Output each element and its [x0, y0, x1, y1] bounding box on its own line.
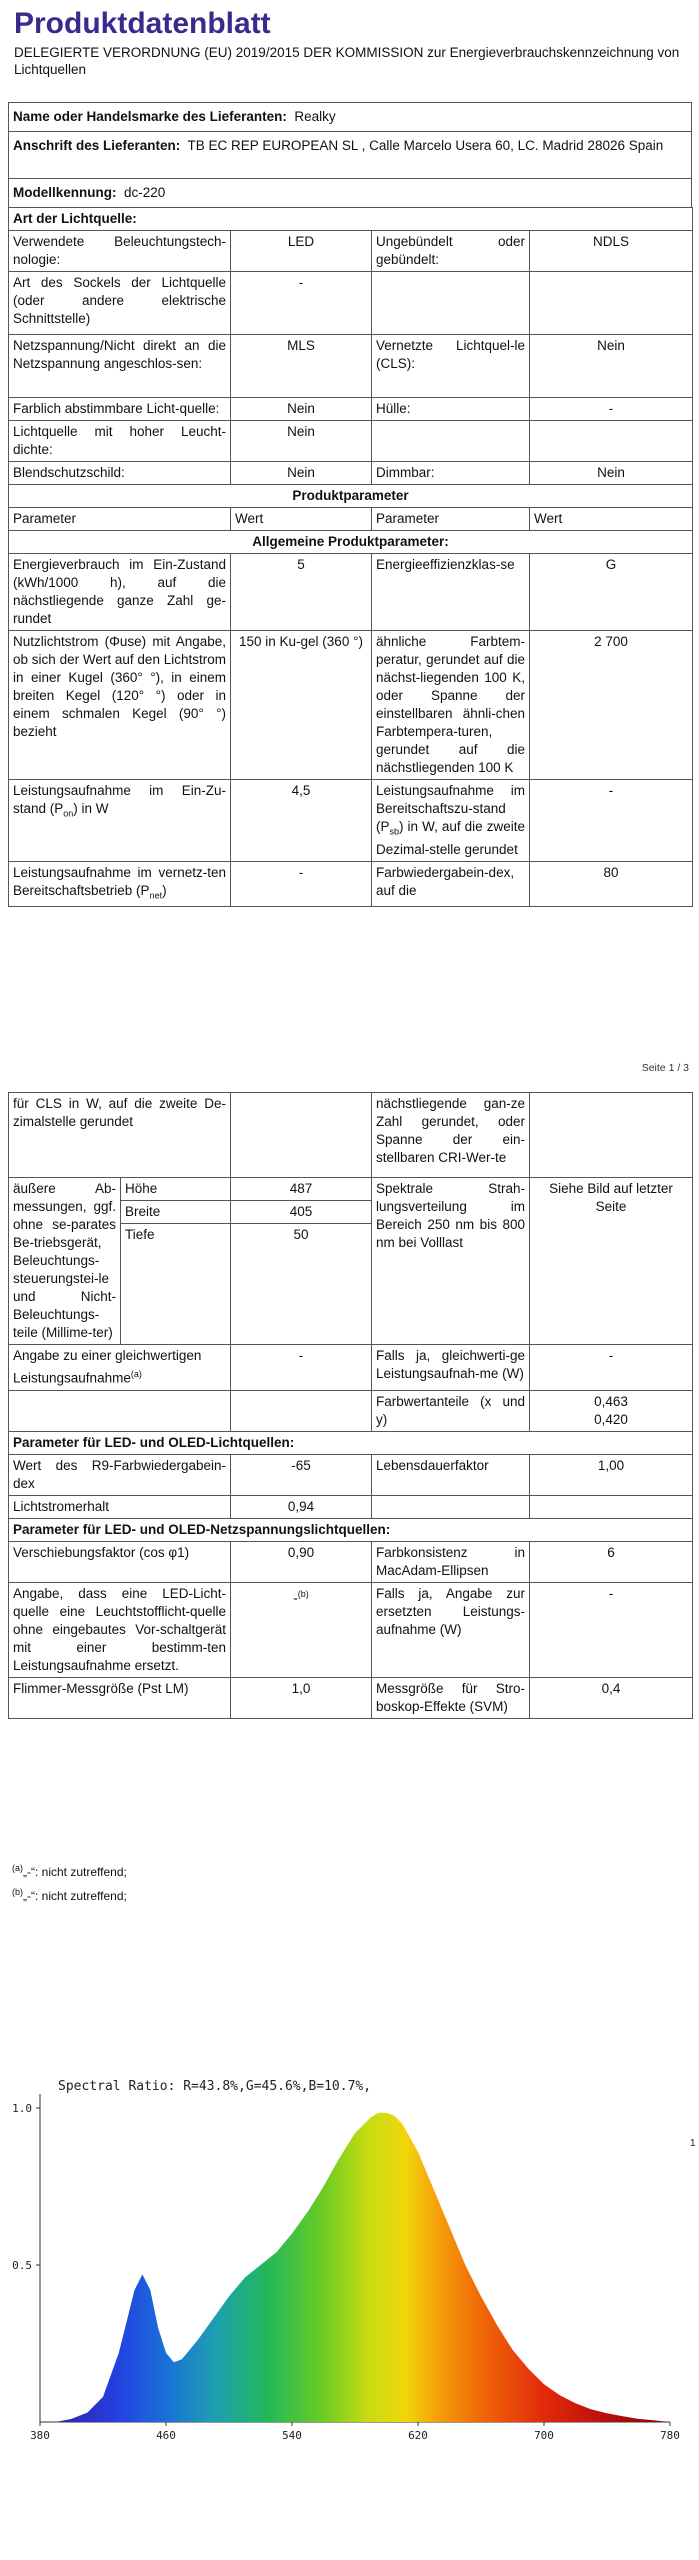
param-label: ähnliche Farbtem-peratur, gerundet auf die nächst-liegenden 100 K, oder Spanne der einstellbaren ähnli-chen Farbtempera-turen, gerundet auf die nächstliegenden 100 K: [372, 631, 530, 780]
document-header: [8, 4, 692, 78]
param-label: Vernetzte Lichtquel-le (CLS):: [372, 335, 530, 398]
model-row: [8, 178, 692, 207]
table-row: [9, 1495, 693, 1518]
param-value: 6: [530, 1541, 693, 1582]
param-label: Farbwiedergabein-dex, auf die: [372, 861, 530, 907]
param-value: 0,94: [231, 1495, 372, 1518]
param-label: Farbkonsistenz in MacAdam-Ellipsen: [372, 1541, 530, 1582]
param-label: Dimmbar:: [372, 462, 530, 485]
footnote-b: $^{(b)}$„-“: nicht zutreffend;: [12, 1887, 127, 1903]
empty-cell: [9, 1390, 231, 1431]
document-title: Produktdatenblatt: [14, 7, 271, 40]
dimensions-label: äußere Ab-messungen, ggf. ohne se-parates Be-triebsgerät, Beleuchtungs-steuerungstei-le und Nicht-Beleuchtungs-teile (Millime-ter): [9, 1178, 121, 1345]
chart-right-mark: 1: [690, 2138, 696, 2149]
param-label: Leistungsaufnahme im vernetz-ten Bereitschaftsbetrieb $(P_{net})$: [9, 861, 231, 907]
param-value: -: [530, 1345, 693, 1391]
param-value: Nein: [231, 421, 372, 462]
table-row: [9, 398, 693, 421]
param-value: Siehe Bild auf letzter Seite: [530, 1178, 693, 1345]
param-label: Netzspannung/Nicht direkt an die Netzspannung angeschlos-sen:: [9, 335, 231, 398]
table-row: [9, 631, 693, 780]
document-subtitle: DELEGIERTE VERORDNUNG (EU) 2019/2015 DER KOMMISSION zur Energieverbrauchskennzeichnung von Lichtquellen: [14, 45, 680, 77]
table-row: [9, 1454, 693, 1495]
param-value: 1,00: [530, 1454, 693, 1495]
table-row: [9, 1178, 693, 1201]
param-label: Lichtquelle mit hoher Leucht-dichte:: [9, 421, 231, 462]
param-value: 1,0: [231, 1677, 372, 1718]
page-2-table: [8, 1092, 693, 1719]
y-tick-label: 1.0: [12, 2102, 32, 2115]
column-header: Parameter: [372, 508, 530, 531]
product-params-heading: Produktparameter: [9, 485, 693, 508]
param-value: -: [530, 780, 693, 862]
table-row: [9, 272, 693, 335]
param-label: Energieeffizienzklas-se: [372, 554, 530, 631]
param-value: [530, 272, 693, 335]
param-label: Leistungsaufnahme im Ein-Zu-stand $(P_{on})$ in W: [9, 780, 231, 862]
light-source-heading: Art der Lichtquelle:: [9, 208, 693, 231]
table-row: [9, 1677, 693, 1718]
light-source-table: [8, 207, 693, 907]
empty-cell: [231, 1390, 372, 1431]
led-params-heading: Parameter für LED- und OLED-Lichtquellen:: [9, 1431, 693, 1454]
x-tick-label: 620: [408, 2429, 428, 2442]
param-value: Nein: [231, 462, 372, 485]
param-value: NDLS: [530, 231, 693, 272]
param-label: Falls ja, Angabe zur ersetzten Leistungs-aufnahme (W): [372, 1582, 530, 1677]
param-label: nächstliegende gan-ze Zahl gerundet, oder Spanne der ein-stellbaren CRI-Wer-te: [372, 1093, 530, 1178]
spectrum-area: [40, 2113, 670, 2422]
param-label: Falls ja, gleichwerti-ge Leistungsaufnah-me (W): [372, 1345, 530, 1391]
dimension-name: Breite: [121, 1201, 231, 1224]
chart-series: [40, 2113, 670, 2422]
footnotes: [12, 1858, 127, 1906]
x-tick-label: 380: [30, 2429, 50, 2442]
param-label: Hülle:: [372, 398, 530, 421]
param-value: MLS: [231, 335, 372, 398]
table-row: [9, 1582, 693, 1677]
column-header: Wert: [231, 508, 372, 531]
param-value: LED: [231, 231, 372, 272]
param-label: Farblich abstimmbare Licht-quelle:: [9, 398, 231, 421]
table-row: [9, 1390, 693, 1431]
model-value: dc-220: [124, 185, 166, 200]
table-row: [9, 1345, 693, 1391]
param-value: 0,4: [530, 1677, 693, 1718]
param-value: [530, 1093, 693, 1178]
param-label: Farbwertanteile (x und y): [372, 1390, 530, 1431]
table-row: [9, 780, 693, 862]
param-label: Verwendete Beleuchtungstech-nologie:: [9, 231, 231, 272]
param-label: [372, 272, 530, 335]
supplier-name-label: Name oder Handelsmarke des Lieferanten:: [13, 109, 287, 124]
param-label: Angabe, dass eine LED-Licht-quelle eine Leuchtstofflicht-quelle ohne eingebautes Vor-schaltgerät mit einer bestimm-ten Leistungsaufnahme ersetzt.: [9, 1582, 231, 1677]
param-value: -: [530, 398, 693, 421]
supplier-address-value: TB EC REP EUROPEAN SL , Calle Marcelo Usera 60, LC. Madrid 28026 Spain: [187, 138, 664, 153]
param-value: -65: [231, 1454, 372, 1495]
param-value: G: [530, 554, 693, 631]
param-label: Blendschutzschild:: [9, 462, 231, 485]
param-value: -: [231, 1345, 372, 1391]
dimension-value: 487: [231, 1178, 372, 1201]
x-tick-label: 540: [282, 2429, 302, 2442]
param-label: [372, 421, 530, 462]
param-label: Flimmer-Messgröße (Pst LM): [9, 1677, 231, 1718]
table-row: [9, 554, 693, 631]
param-value: -: [231, 272, 372, 335]
column-header: Wert: [530, 508, 693, 531]
y-tick-label: 0.5: [12, 2259, 32, 2272]
param-label: Nutzlichtstrom (Φuse) mit Angabe, ob sich der Wert auf den Lichtstrom in einer Kugel (360° °), in einem breiten Kegel (120° °) oder in einem schmalen Kegel (90° °) bezieht: [9, 631, 231, 780]
param-value: [530, 421, 693, 462]
param-value: 80: [530, 861, 693, 907]
chart-title: Spectral Ratio: R=43.8%,G=45.6%,B=10.7%,: [58, 2079, 372, 2094]
param-label: Verschiebungsfaktor (cos φ1): [9, 1541, 231, 1582]
param-value: 2 700: [530, 631, 693, 780]
column-header: Parameter: [9, 508, 231, 531]
table-header-row: [9, 508, 693, 531]
empty-cell: [372, 1495, 530, 1518]
param-value: -: [231, 861, 372, 907]
x-tick-label: 700: [534, 2429, 554, 2442]
spectral-chart: [0, 2070, 699, 2470]
param-value: Nein: [530, 335, 693, 398]
param-value: Nein: [530, 462, 693, 485]
param-label: Lichtstromerhalt: [9, 1495, 231, 1518]
param-label: Art des Sockels der Lichtquelle (oder andere elektrische Schnittstelle): [9, 272, 231, 335]
table-row: [9, 231, 693, 272]
table-row: [9, 861, 693, 907]
table-row: [9, 335, 693, 398]
spectral-chart-svg: [0, 2070, 699, 2470]
param-label: Lebensdauerfaktor: [372, 1454, 530, 1495]
table-row: [9, 462, 693, 485]
general-params-heading: Allgemeine Produktparameter:: [9, 531, 693, 554]
param-value: -: [530, 1582, 693, 1677]
page-1-content: [8, 102, 692, 907]
supplier-name-row: [8, 102, 692, 131]
param-label: Wert des R9-Farbwiedergabein-dex: [9, 1454, 231, 1495]
dimension-name: Tiefe: [121, 1224, 231, 1345]
page-2-content: [8, 1092, 692, 1719]
x-tick-label: 460: [156, 2429, 176, 2442]
param-label: Leistungsaufnahme im Bereitschaftszu-stand $(P_{sb})$ in W, auf die zweite Dezimal-stelle gerundet: [372, 780, 530, 862]
param-value: 4,5: [231, 780, 372, 862]
param-value: Nein: [231, 398, 372, 421]
footnote-a: $^{(a)}$„-“: nicht zutreffend;: [12, 1863, 127, 1879]
param-label: Angabe zu einer gleichwertigen Leistungsaufnahme$^{(a)}$: [9, 1345, 231, 1391]
dimension-value: 405: [231, 1201, 372, 1224]
page-number: Seite 1 / 3: [641, 1062, 689, 1074]
param-value: [231, 1093, 372, 1178]
empty-cell: [530, 1495, 693, 1518]
param-value: 0,463 0,420: [530, 1390, 693, 1431]
param-value: -$^{(b)}$: [231, 1582, 372, 1677]
table-row: [9, 421, 693, 462]
supplier-name-value: Realky: [294, 109, 336, 124]
param-value: 0,90: [231, 1541, 372, 1582]
param-label: Spektrale Strah-lungsverteilung im Bereich 250 nm bis 800 nm bei Volllast: [372, 1178, 530, 1345]
table-row: [9, 1093, 693, 1178]
supplier-address-row: [8, 131, 692, 178]
param-value: 150 in Ku-gel (360 °): [231, 631, 372, 780]
x-tick-label: 780: [660, 2429, 680, 2442]
param-value: 5: [231, 554, 372, 631]
dimension-value: 50: [231, 1224, 372, 1345]
param-label: für CLS in W, auf die zweite De-zimalstelle gerundet: [9, 1093, 231, 1178]
dimension-name: Höhe: [121, 1178, 231, 1201]
param-label: Messgröße für Stro-boskop-Effekte (SVM): [372, 1677, 530, 1718]
param-label: Energieverbrauch im Ein-Zustand (kWh/1000 h), auf die nächstliegende ganze Zahl ge-rundet: [9, 554, 231, 631]
supplier-address-label: Anschrift des Lieferanten:: [13, 138, 181, 153]
param-label: Ungebündelt oder gebündelt:: [372, 231, 530, 272]
model-label: Modellkennung:: [13, 185, 117, 200]
mains-params-heading: Parameter für LED- und OLED-Netzspannungslichtquellen:: [9, 1518, 693, 1541]
table-row: [9, 1541, 693, 1582]
